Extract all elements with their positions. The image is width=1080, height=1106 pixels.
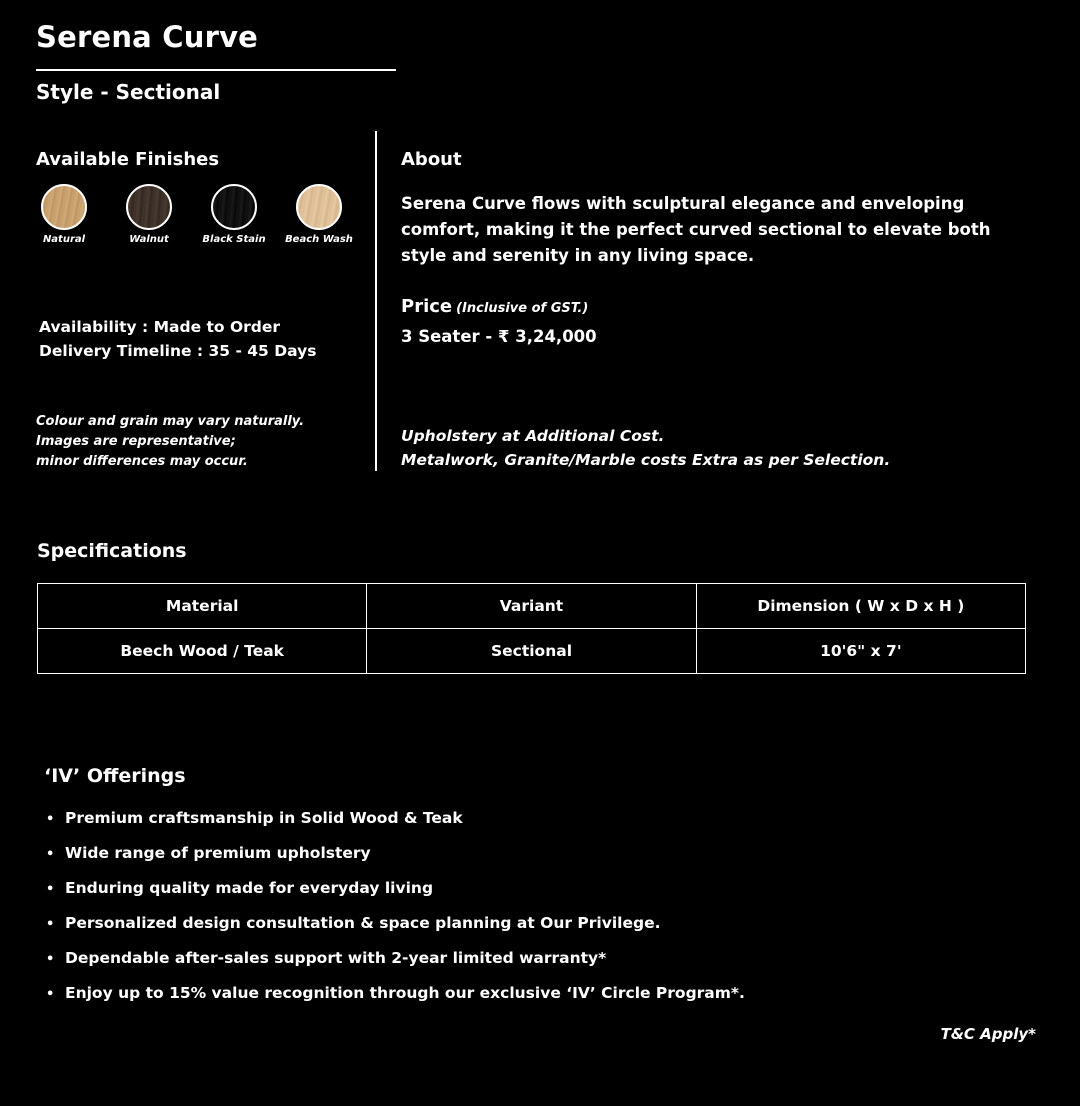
swatch-label-black-stain: Black Stain xyxy=(202,234,266,245)
column-header-material: Material xyxy=(38,584,367,629)
list-item xyxy=(46,876,745,911)
bullet-icon: • xyxy=(46,882,55,897)
swatch-label-walnut: Walnut xyxy=(129,234,169,245)
table-row xyxy=(38,629,1026,674)
disclaimer-note xyxy=(36,412,304,472)
cell-variant: Sectional xyxy=(367,629,696,674)
about-heading: About xyxy=(401,149,462,170)
column-header-variant: Variant xyxy=(367,584,696,629)
title-underline xyxy=(36,69,396,71)
metalwork-cost-note: Metalwork, Granite/Marble costs Extra as per Selection. xyxy=(401,451,891,469)
finish-black-stain[interactable] xyxy=(191,184,277,245)
bullet-icon: • xyxy=(46,812,55,827)
price-label: Price xyxy=(401,296,453,317)
column-header-dimension: Dimension ( W x D x H ) xyxy=(696,584,1025,629)
swatch-beach-wash xyxy=(296,184,342,230)
finish-walnut[interactable] xyxy=(106,184,192,245)
specifications-heading: Specifications xyxy=(37,540,187,562)
cell-dimension: 10'6" x 7' xyxy=(696,629,1025,674)
list-item xyxy=(46,911,745,946)
offering-text: Wide range of premium upholstery xyxy=(65,844,371,862)
availability-block xyxy=(39,315,316,363)
style-subtitle: Style - Sectional xyxy=(36,80,221,104)
swatch-label-beach-wash: Beach Wash xyxy=(285,234,353,245)
finish-beach-wash[interactable] xyxy=(276,184,362,245)
swatch-walnut xyxy=(126,184,172,230)
offerings-heading: ‘IV’ Offerings xyxy=(44,765,186,787)
additional-cost-note xyxy=(401,424,890,472)
terms-apply-note: T&C Apply* xyxy=(940,1025,1036,1043)
price-value: 3 Seater - ₹ 3,24,000 xyxy=(401,327,597,346)
finish-natural[interactable] xyxy=(21,184,107,245)
bullet-icon: • xyxy=(46,952,55,967)
swatch-natural xyxy=(41,184,87,230)
disclaimer-line-1: Colour and grain may vary naturally. xyxy=(36,414,305,429)
bullet-icon: • xyxy=(46,847,55,862)
list-item xyxy=(46,806,745,841)
specifications-table xyxy=(37,583,1026,674)
disclaimer-line-2: Images are representative; xyxy=(36,434,236,449)
list-item xyxy=(46,946,745,981)
swatch-label-natural: Natural xyxy=(42,234,86,245)
finishes-heading: Available Finishes xyxy=(36,149,220,170)
bullet-icon: • xyxy=(46,917,55,932)
list-item xyxy=(46,981,745,1016)
offering-text: Premium craftsmanship in Solid Wood & Teak xyxy=(65,809,463,827)
disclaimer-line-3: minor differences may occur. xyxy=(36,454,248,469)
upholstery-cost-note: Upholstery at Additional Cost. xyxy=(401,427,665,445)
swatch-black-stain xyxy=(211,184,257,230)
vertical-divider xyxy=(375,131,377,471)
bullet-icon: • xyxy=(46,987,55,1002)
list-item xyxy=(46,841,745,876)
offering-text: Personalized design consultation & space planning at Our Privilege. xyxy=(65,914,661,932)
about-description: Serena Curve flows with sculptural elegance and enveloping comfort, making it the perfect curved sectional to elevate both style and serenity in any living space. xyxy=(401,194,991,265)
table-header-row xyxy=(38,584,1026,629)
delivery-timeline-text: Delivery Timeline : 35 - 45 Days xyxy=(39,342,317,360)
price-heading xyxy=(401,296,588,317)
price-tax-note: (Inclusive of GST.) xyxy=(456,301,589,316)
product-title: Serena Curve xyxy=(36,20,259,54)
offering-text: Dependable after-sales support with 2-year limited warranty* xyxy=(65,949,607,967)
offerings-list xyxy=(46,806,745,1016)
cell-material: Beech Wood / Teak xyxy=(38,629,367,674)
offering-text: Enjoy up to 15% value recognition through our exclusive ‘IV’ Circle Program*. xyxy=(65,984,745,1002)
availability-text: Availability : Made to Order xyxy=(39,318,281,336)
offering-text: Enduring quality made for everyday living xyxy=(65,879,434,897)
